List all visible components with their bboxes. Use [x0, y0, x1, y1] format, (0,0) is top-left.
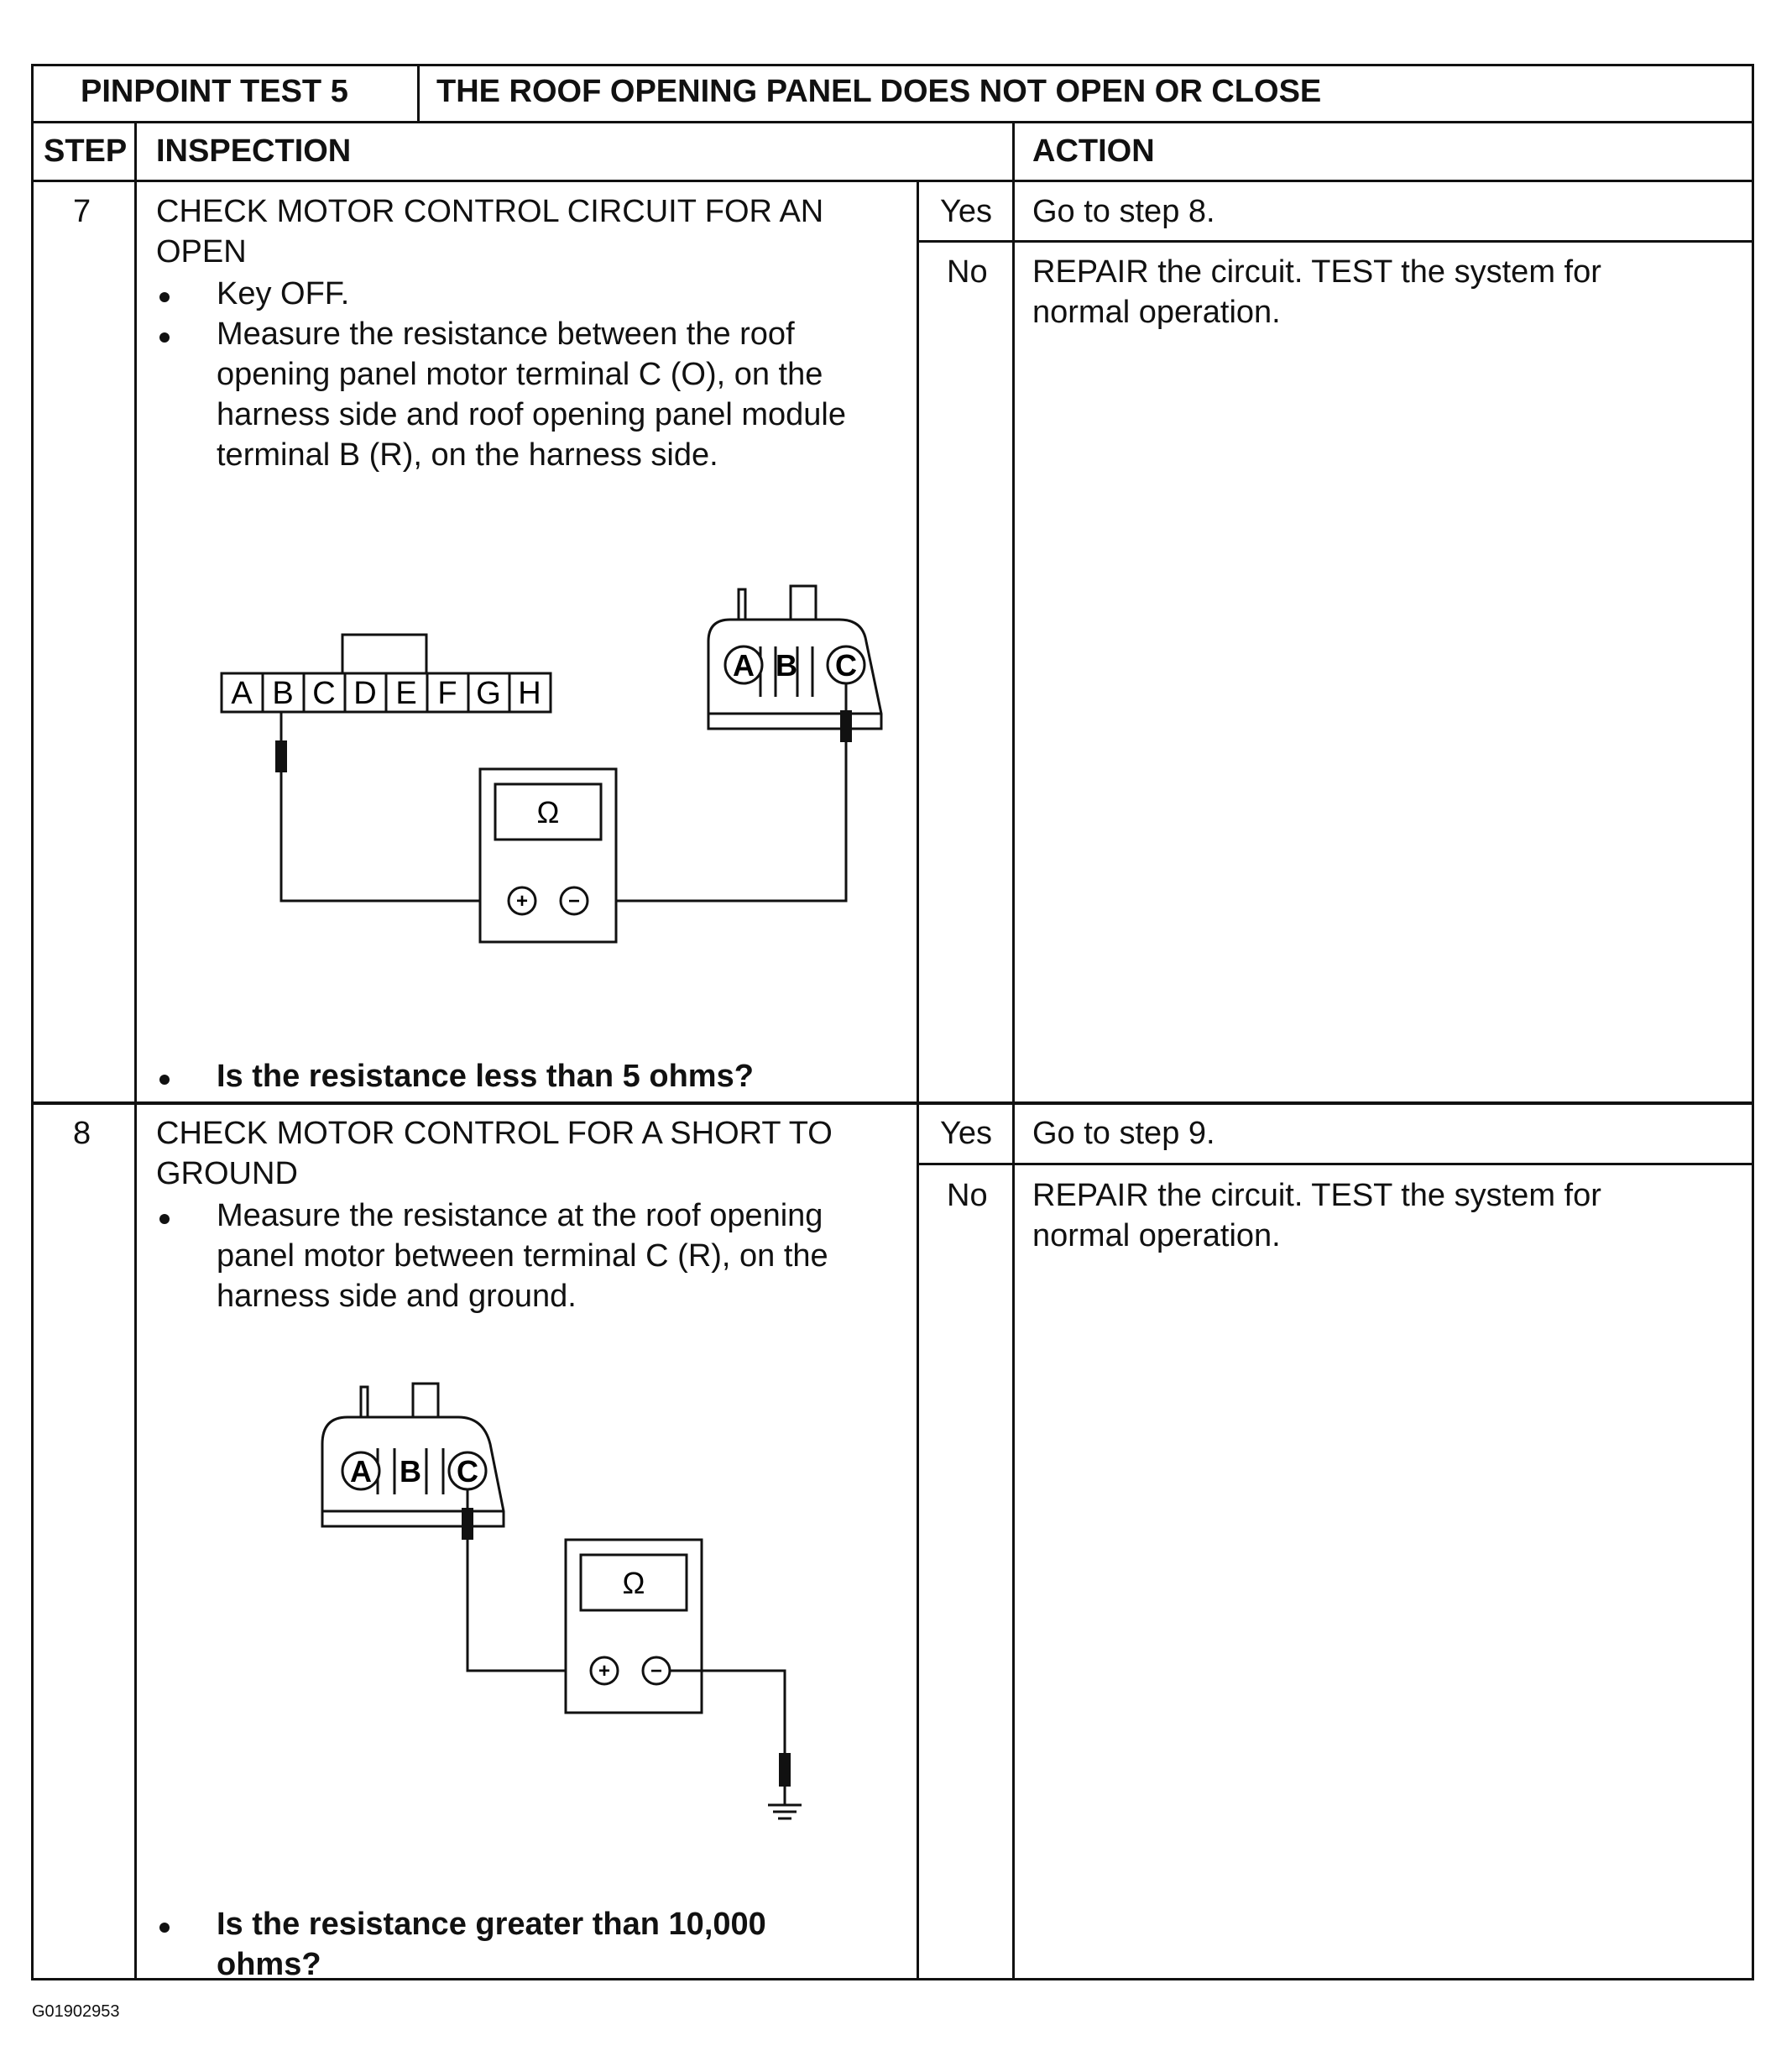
no-action: REPAIR the circuit. TEST the system for	[1032, 254, 1601, 290]
action-column-divider	[1012, 121, 1015, 1980]
step7-yes-no-divider	[917, 240, 1754, 243]
module-connector-tab	[342, 635, 426, 673]
motor-terminal-label: A	[733, 648, 755, 683]
table-left-border	[31, 64, 34, 1980]
instruction-text: Measure the resistance at the roof opening	[217, 1198, 823, 1233]
no-label: No	[947, 1178, 988, 1213]
step-7-wiring-diagram	[210, 571, 915, 957]
positive-sign: +	[598, 1660, 611, 1682]
step-question-cont: ohms?	[217, 1947, 321, 1982]
probe-ground	[779, 1753, 791, 1787]
instruction-text: Key OFF.	[217, 276, 350, 311]
yes-label: Yes	[940, 1116, 992, 1151]
motor-terminal-label: A	[350, 1454, 372, 1489]
step-divider	[31, 1101, 1754, 1105]
bullet	[159, 292, 170, 302]
no-action-cont: normal operation.	[1032, 295, 1281, 330]
column-header-divider	[31, 180, 1754, 182]
step-title: CHECK MOTOR CONTROL FOR A SHORT TO	[156, 1116, 833, 1151]
step-8-wiring-diagram	[311, 1368, 848, 1839]
instruction-text: harness side and ground.	[217, 1279, 577, 1314]
instruction-text: harness side and roof opening panel module	[217, 397, 846, 432]
lead-positive	[281, 772, 508, 901]
motor-terminal-label: B	[400, 1454, 421, 1489]
ohm-symbol: Ω	[536, 795, 560, 829]
no-action-cont: normal operation.	[1032, 1218, 1281, 1253]
step-column-divider	[134, 121, 137, 1980]
header-title-divider	[417, 64, 420, 123]
step-title-cont: OPEN	[156, 234, 247, 269]
module-terminal-label: H	[518, 676, 541, 711]
module-terminal-label: G	[476, 676, 501, 711]
yes-action: Go to step 8.	[1032, 194, 1215, 229]
step-title-cont: GROUND	[156, 1156, 298, 1191]
probe-motor	[840, 710, 852, 742]
bullet	[159, 1075, 170, 1085]
negative-sign: −	[650, 1660, 663, 1682]
no-action: REPAIR the circuit. TEST the system for	[1032, 1178, 1601, 1213]
column-header-action: ACTION	[1032, 133, 1155, 169]
step-question: Is the resistance greater than 10,000	[217, 1907, 766, 1942]
probe-module	[275, 740, 287, 772]
no-label: No	[947, 254, 988, 290]
probe-motor	[462, 1508, 473, 1540]
motor-terminal-label: C	[835, 648, 857, 683]
bullet	[159, 1214, 170, 1224]
step-number: 7	[73, 194, 91, 229]
test-title: THE ROOF OPENING PANEL DOES NOT OPEN OR CLOSE	[436, 74, 1322, 109]
table-top-border	[31, 64, 1754, 66]
module-terminal-label: B	[272, 676, 294, 711]
header-divider	[31, 121, 1754, 123]
module-terminal-label: A	[231, 676, 253, 711]
ground-icon	[768, 1805, 802, 1818]
bullet	[159, 332, 170, 343]
step-question: Is the resistance less than 5 ohms?	[217, 1059, 754, 1094]
step8-yes-no-divider	[917, 1163, 1754, 1165]
column-header-step: STEP	[44, 133, 128, 169]
module-terminal-label: D	[353, 676, 377, 711]
ohm-symbol: Ω	[622, 1566, 645, 1600]
module-terminal-label: F	[437, 676, 457, 711]
positive-sign: +	[515, 890, 529, 913]
step-number: 8	[73, 1116, 91, 1151]
instruction-text: panel motor between terminal C (R), on the	[217, 1238, 828, 1274]
bullet	[159, 1923, 170, 1933]
motor-terminal-label: B	[776, 648, 797, 683]
module-terminal-label: E	[395, 676, 417, 711]
test-label: PINPOINT TEST 5	[81, 74, 348, 109]
negative-sign: −	[567, 890, 581, 913]
yes-action: Go to step 9.	[1032, 1116, 1215, 1151]
instruction-text: opening panel motor terminal C (O), on the	[217, 357, 823, 392]
lead-negative	[588, 742, 846, 901]
column-header-inspection: INSPECTION	[156, 133, 352, 169]
motor-terminal-label: C	[457, 1454, 478, 1489]
yes-label: Yes	[940, 194, 992, 229]
module-terminal-label: C	[312, 676, 336, 711]
inspection-column-divider	[917, 180, 919, 1980]
table-right-border	[1752, 64, 1754, 1980]
step-title: CHECK MOTOR CONTROL CIRCUIT FOR AN	[156, 194, 824, 229]
instruction-text: Measure the resistance between the roof	[217, 317, 795, 352]
instruction-text: terminal B (R), on the harness side.	[217, 437, 718, 473]
figure-id: G01902953	[32, 2002, 120, 2021]
